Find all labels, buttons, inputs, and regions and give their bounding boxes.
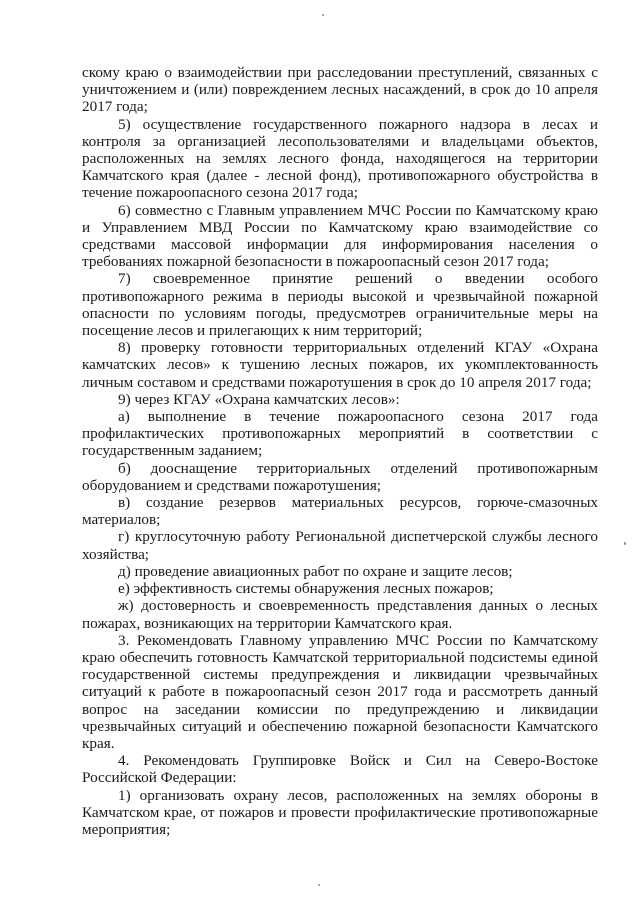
paragraph-subitem-zh: ж) достоверность и своевременность представления данных о лесных пожарах, возникающих на территории Камчатского края. (82, 597, 598, 632)
paragraph-subitem-v: в) создание резервов материальных ресурсов, горюче-смазочных материалов; (82, 494, 598, 529)
paragraph-section-4-item-1: 1) организовать охрану лесов, расположенных на землях обороны в Камчатском крае, от пожаров и провести профилактические противопожарные мероприятия; (82, 786, 598, 838)
scan-speck-right (624, 542, 626, 545)
document-body (82, 64, 598, 838)
paragraph-subitem-e: е) эффективность системы обнаружения лесных пожаров; (118, 580, 494, 598)
scan-speck-top (322, 14, 324, 16)
scan-speck-bottom (318, 884, 320, 886)
paragraph-item-6: 6) совместно с Главным управлением МЧС России по Камчатскому краю и Управлением МВД России по Камчатскому краю взаимодействие со средствами массовой информации для информирования населения о требованиях пожарной безопасности в пожароопасный сезон 2017 года; (82, 201, 598, 271)
paragraph-subitem-d: д) проведение авиационных работ по охране и защите лесов; (118, 562, 513, 580)
paragraph-section-4: 4. Рекомендовать Группировке Войск и Сил на Северо-Востоке Российской Федерации: (82, 752, 598, 787)
paragraph-item-8: 8) проверку готовности территориальных отделений КГАУ «Охрана камчатских лесов» к тушению лесных пожаров, их укомплектованность личным составом и средствами пожаротушения в срок до 10 апреля 2017 года; (82, 339, 598, 391)
paragraph-section-3: 3. Рекомендовать Главному управлению МЧС России по Камчатскому краю обеспечить готовность Камчатской территориальной подсистемы единой государственной системы предупреждения и ликвидации чрезвычайных ситуаций к работе в пожароопасный сезон 2017 года и рассмотреть данный вопрос на заседании комиссии по предупреждению и ликвидации чрезвычайных ситуаций и обеспечению пожарной безопасности Камчатского края. (82, 631, 598, 752)
paragraph-item-9: 9) через КГАУ «Охрана камчатских лесов»: (118, 390, 400, 408)
paragraph-item-7: 7) своевременное принятие решений о введении особого противопожарного режима в периоды высокой и чрезвычайной пожарной опасности по условиям погоды, предусмотрев ограничительные меры на посещение лесов и прилегающих к ним территорий; (82, 270, 598, 340)
paragraph-subitem-b: б) дооснащение территориальных отделений противопожарным оборудованием и средствами пожаротушения; (82, 459, 598, 494)
paragraph-subitem-g: г) круглосуточную работу Региональной диспетчерской службы лесного хозяйства; (82, 528, 598, 563)
paragraph-continuation: скому краю о взаимодействии при расследовании преступлений, связанных с уничтожением и (или) повреждением лесных насаждений, в срок до 10 апреля 2017 года; (82, 64, 598, 116)
paragraph-item-5: 5) осуществление государственного пожарного надзора в лесах и контроля за организацией лесопользователями и владельцами объектов, расположенных на землях лесного фонда, находящегося на территории Камчатского края (далее - лесной фонд), противопожарного обустройства в течение пожароопасного сезона 2017 года; (82, 115, 598, 202)
paragraph-subitem-a: а) выполнение в течение пожароопасного сезона 2017 года профилактических противопожарных мероприятий в соответствии с государственным заданием; (82, 408, 598, 460)
